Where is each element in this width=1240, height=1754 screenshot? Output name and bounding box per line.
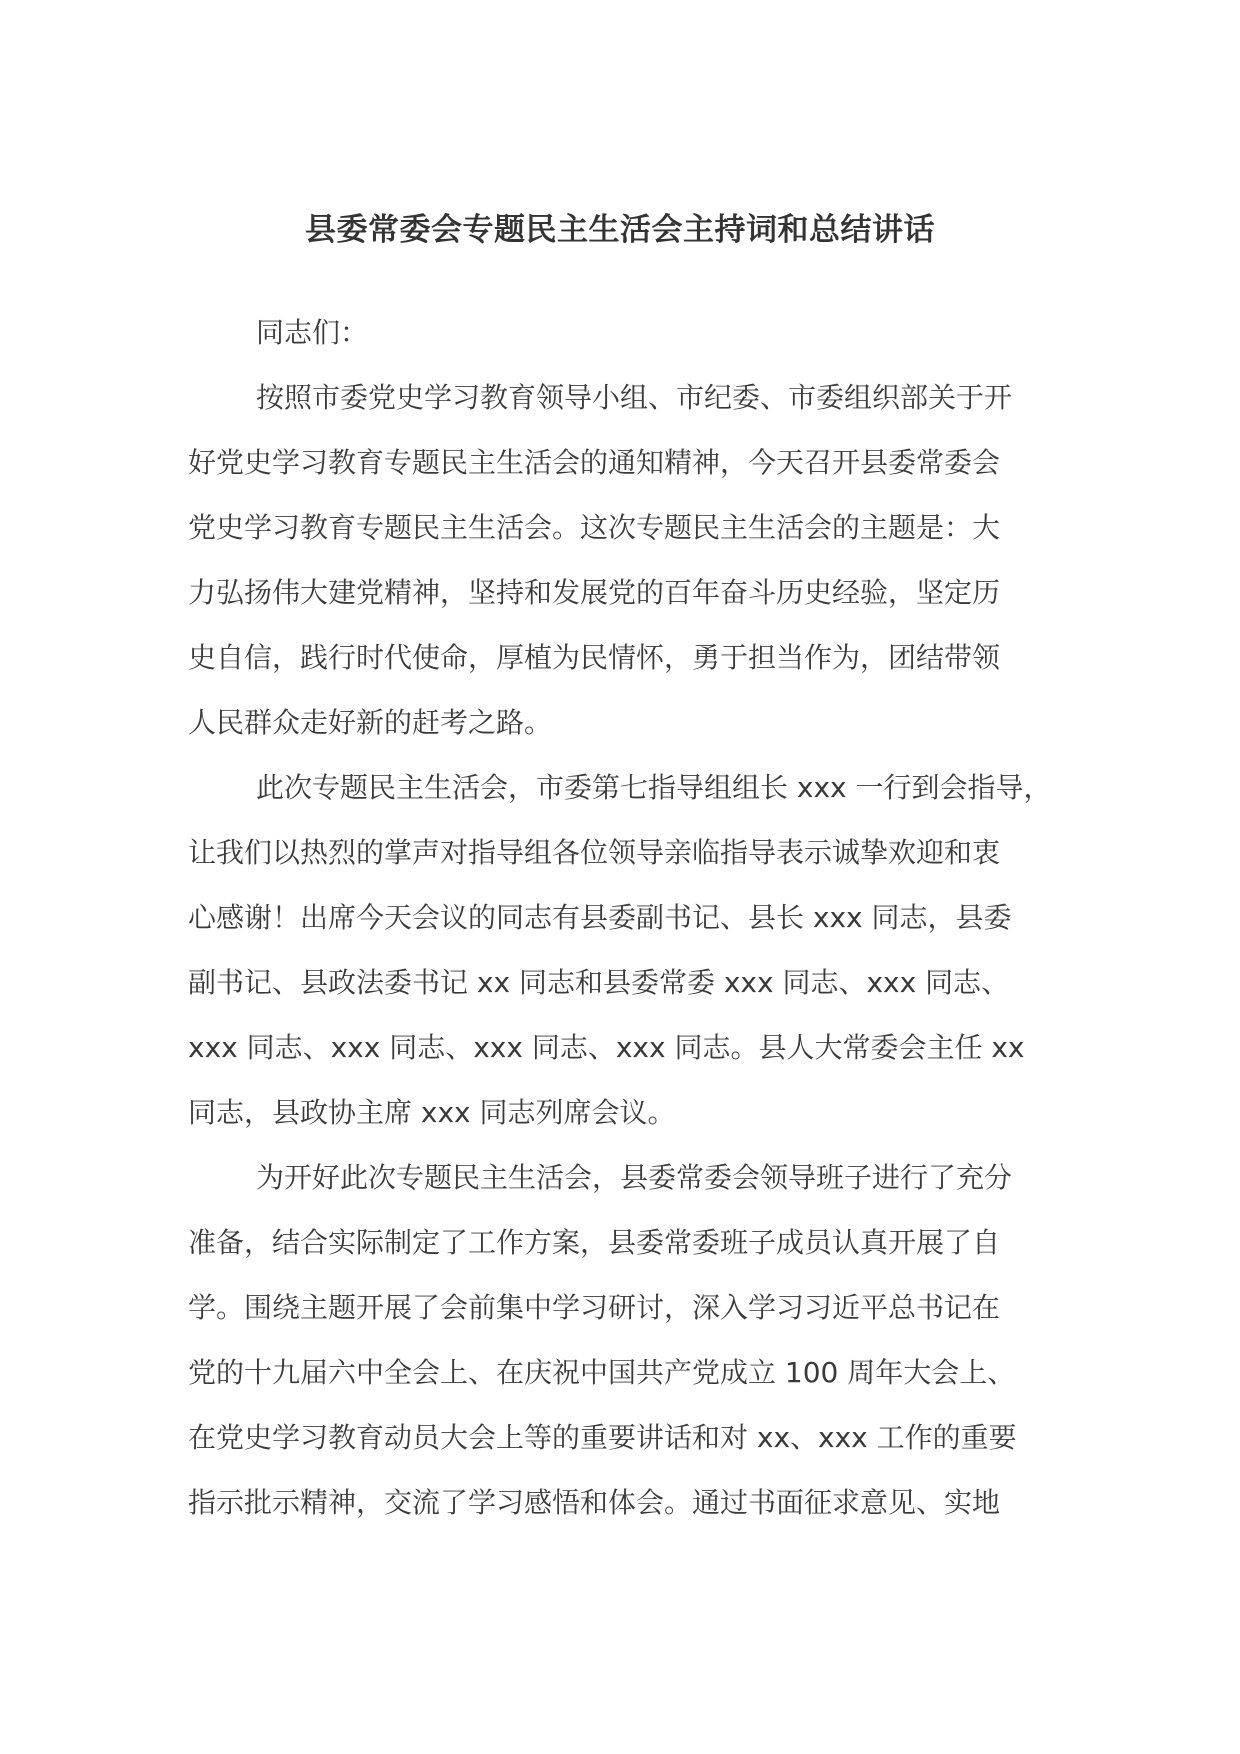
text-line: 让我们以热烈的掌声对指导组各位领导亲临指导表示诚挚欢迎和衷: [188, 836, 1001, 869]
text-line: 党史学习教育专题民主生活会。这次专题民主生活会的主题是：大: [188, 511, 1001, 544]
paragraph-salutation: [188, 300, 1068, 365]
text-line: 为开好此次专题民主生活会，县委常委会领导班子进行了充分: [256, 1161, 1013, 1194]
paragraph-3: [188, 1145, 1068, 1535]
text-line: 同志，县政协主席 xxx 同志列席会议。: [188, 1096, 676, 1129]
text-line: 指示批示精神，交流了学习感悟和体会。通过书面征求意见、实地: [188, 1486, 1001, 1519]
text-line: 党的十九届六中全会上、在庆祝中国共产党成立 100 周年大会上、: [188, 1356, 1016, 1389]
text-line: 力弘扬伟大建党精神，坚持和发展党的百年奋斗历史经验，坚定历: [188, 576, 1001, 609]
text-line: 副书记、县政法委书记 xx 同志和县委常委 xxx 同志、xxx 同志、: [188, 966, 1010, 999]
paragraph-1: [188, 365, 1068, 755]
text-line: 此次专题民主生活会，市委第七指导组组长 xxx 一行到会指导，: [256, 771, 1052, 804]
text-line: 好党史学习教育专题民主生活会的通知精神，今天召开县委常委会: [188, 446, 1001, 479]
text-line: 同志们：: [256, 316, 369, 349]
document-title: 县委常委会专题民主生活会主持词和总结讲话: [305, 212, 935, 248]
text-line: 在党史学习教育动员大会上等的重要讲话和对 xx、xxx 工作的重要: [188, 1421, 1017, 1454]
text-line: 准备，结合实际制定了工作方案，县委常委班子成员认真开展了自: [188, 1226, 1001, 1259]
text-line: 学。围绕主题开展了会前集中学习研讨，深入学习习近平总书记在: [188, 1291, 1001, 1324]
document-body: [188, 300, 1068, 1535]
text-line: 史自信，践行时代使命，厚植为民情怀，勇于担当作为，团结带领: [188, 641, 1001, 674]
paragraph-2: [188, 755, 1068, 1145]
text-line: 心感谢！出席今天会议的同志有县委副书记、县长 xxx 同志，县委: [188, 901, 1012, 934]
text-line: xxx 同志、xxx 同志、xxx 同志、xxx 同志。县人大常委会主任 xx: [188, 1031, 1025, 1064]
text-line: 按照市委党史学习教育领导小组、市纪委、市委组织部关于开: [256, 381, 1013, 414]
text-line: 人民群众走好新的赶考之路。: [188, 706, 553, 739]
